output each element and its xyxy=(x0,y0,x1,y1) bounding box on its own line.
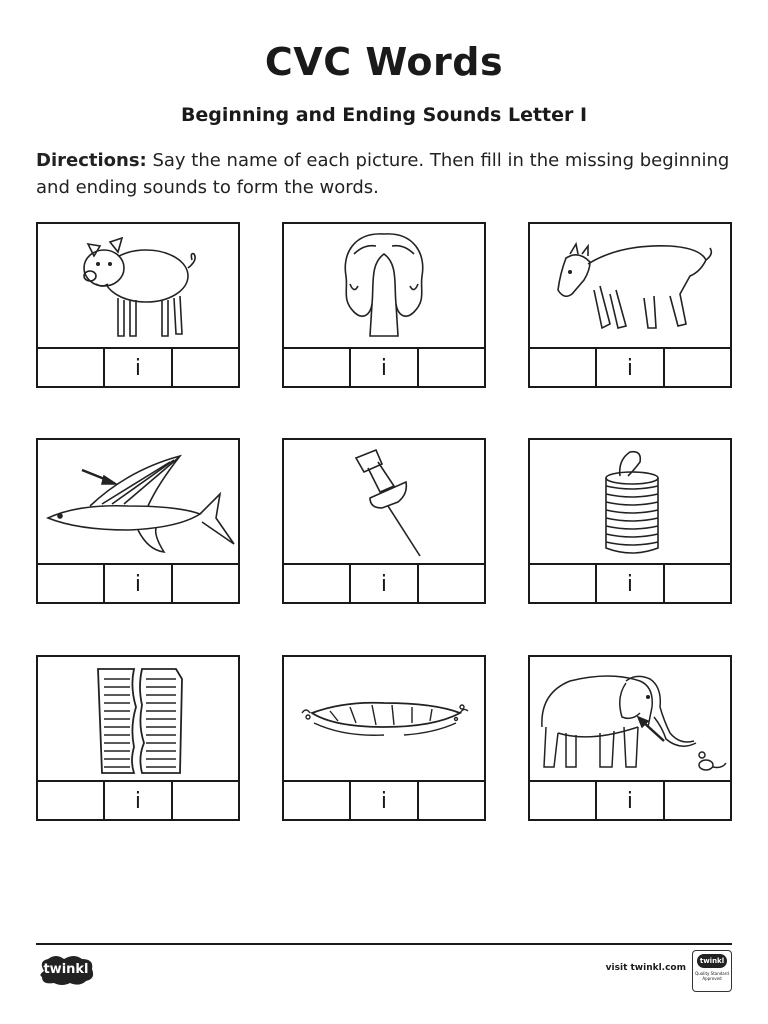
beginning-sound-box[interactable] xyxy=(38,565,105,604)
tin-can-icon xyxy=(530,440,730,563)
ending-sound-box[interactable] xyxy=(173,565,238,604)
beginning-sound-box[interactable] xyxy=(284,565,351,604)
beginning-sound-box[interactable] xyxy=(38,782,105,821)
ending-sound-box[interactable] xyxy=(665,782,730,821)
word-card-wig xyxy=(282,222,486,388)
badge-logo: twinkl xyxy=(697,954,727,968)
footer-divider xyxy=(36,943,732,945)
middle-letter: i xyxy=(105,349,172,388)
quality-badge xyxy=(692,950,732,992)
logo-text: twinkl xyxy=(43,962,89,977)
middle-letter: i xyxy=(351,782,418,821)
word-card-big xyxy=(528,655,732,821)
word-card-rip xyxy=(36,655,240,821)
beginning-sound-box[interactable] xyxy=(284,349,351,388)
word-card-pin xyxy=(282,438,486,604)
ending-sound-box[interactable] xyxy=(419,349,484,388)
middle-letter: i xyxy=(597,565,664,604)
directions-text: Say the name of each picture. Then fill in the missing beginning and ending sounds to form the words. xyxy=(36,150,730,198)
kid-goat-icon xyxy=(530,224,730,347)
wig-icon xyxy=(284,224,484,347)
directions-label: Directions: xyxy=(36,150,147,171)
ending-sound-box[interactable] xyxy=(173,349,238,388)
pin-icon xyxy=(284,440,484,563)
pig-icon xyxy=(38,224,238,347)
directions xyxy=(36,147,736,201)
word-card-tin xyxy=(528,438,732,604)
beginning-sound-box[interactable] xyxy=(284,782,351,821)
ending-sound-box[interactable] xyxy=(419,565,484,604)
twinkl-logo xyxy=(36,955,96,987)
pit-icon xyxy=(284,657,484,780)
ending-sound-box[interactable] xyxy=(665,565,730,604)
beginning-sound-box[interactable] xyxy=(530,782,597,821)
beginning-sound-box[interactable] xyxy=(38,349,105,388)
rip-paper-icon xyxy=(38,657,238,780)
badge-text: Quality Standard Approved xyxy=(695,971,729,981)
visit-link[interactable]: visit twinkl.com xyxy=(605,963,686,973)
word-card-fin xyxy=(36,438,240,604)
middle-letter: i xyxy=(351,349,418,388)
middle-letter: i xyxy=(351,565,418,604)
middle-letter: i xyxy=(597,782,664,821)
word-card-pig xyxy=(36,222,240,388)
page-title: CVC Words xyxy=(264,40,504,84)
ending-sound-box[interactable] xyxy=(419,782,484,821)
middle-letter: i xyxy=(597,349,664,388)
fin-fish-icon xyxy=(38,440,238,563)
big-elephant-icon xyxy=(530,657,730,780)
beginning-sound-box[interactable] xyxy=(530,349,597,388)
middle-letter: i xyxy=(105,565,172,604)
beginning-sound-box[interactable] xyxy=(530,565,597,604)
word-card-kid xyxy=(528,222,732,388)
ending-sound-box[interactable] xyxy=(665,349,730,388)
word-card-pit xyxy=(282,655,486,821)
ending-sound-box[interactable] xyxy=(173,782,238,821)
middle-letter: i xyxy=(105,782,172,821)
page-subtitle: Beginning and Ending Sounds Letter I xyxy=(180,104,588,126)
